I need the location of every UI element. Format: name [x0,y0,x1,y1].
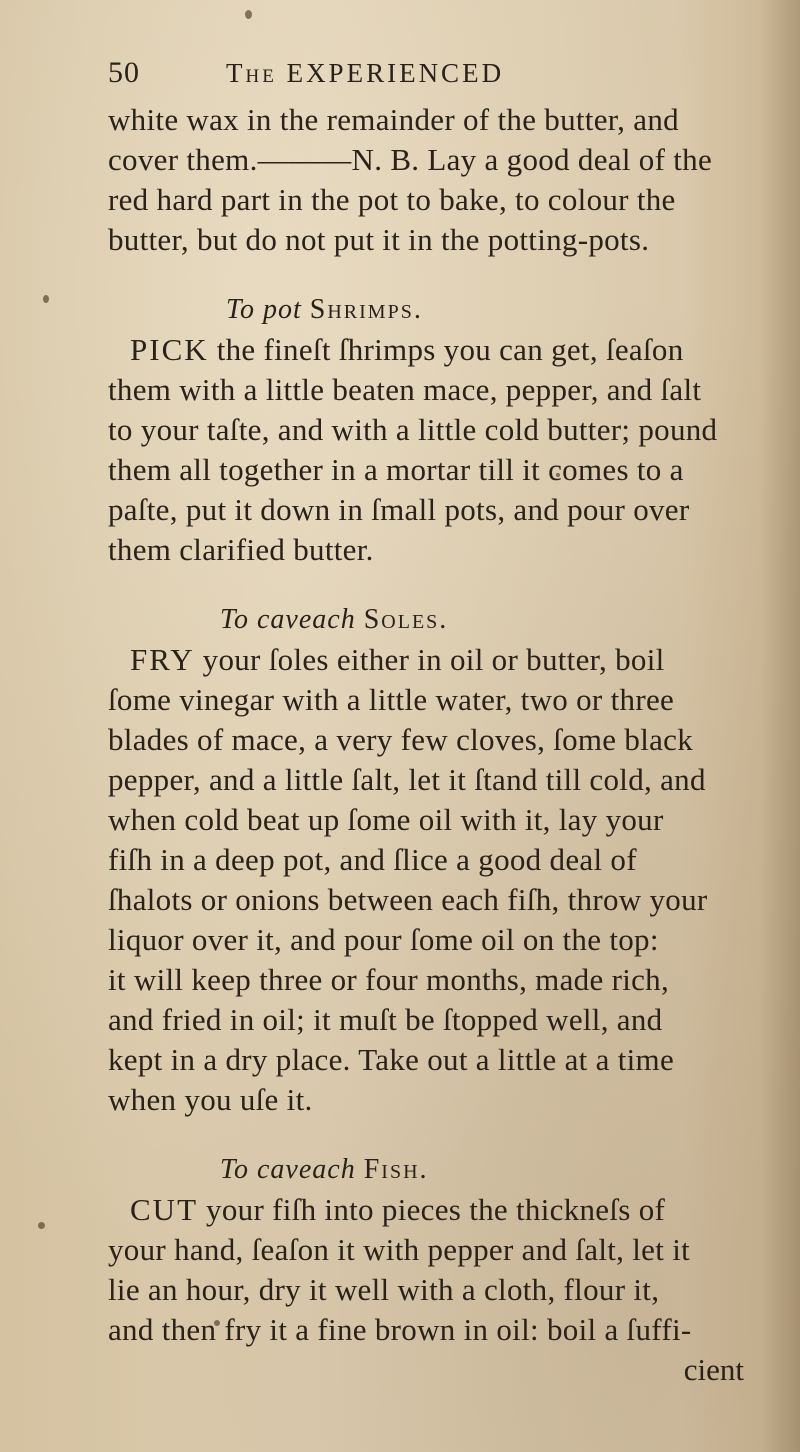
text-line: fiſh in a deep pot, and ſlice a good deal of [108,842,637,877]
paper-fleck [245,10,252,19]
text-line: when you uſe it. [108,1082,313,1117]
text-line: blades of mace, a very few cloves, ſome black [108,722,694,757]
lead-word: FRY [130,642,195,677]
recipe-heading-subject: Shrimps. [309,294,423,325]
recipe-first-line [108,330,748,370]
text-line: them all together in a mortar till it comes to a [108,452,684,487]
first-line-text: your fiſh into pieces the thickneſs of [198,1192,666,1227]
recipe-heading-prefix: To pot [226,294,302,325]
paper-fleck [43,295,49,303]
paper-fleck [38,1222,45,1229]
text-line: lie an hour, dry it well with a cloth, flour it, [108,1272,660,1307]
text-line: ſome vinegar with a little water, two or three [108,682,675,717]
recipe-heading-subject: Fish. [363,1154,429,1185]
text-line: them with a little beaten mace, pepper, and ſalt [108,372,702,407]
text-line: pepper, and a little ſalt, let it ſtand till cold, and [108,762,706,797]
text-line: white wax in the remainder of the butter, and [108,102,679,137]
first-line-text: the fineſt ſhrimps you can get, ſeaſon [208,332,684,367]
recipe-heading-prefix: To caveach [220,1154,356,1185]
running-head [108,56,708,96]
lead-word: CUT [130,1192,198,1227]
text-line: when cold beat up ſome oil with it, lay your [108,802,664,837]
text-line: butter, but do not put it in the potting-pots. [108,222,650,257]
recipe-heading [108,290,748,330]
text-line: ſhalots or onions between each fiſh, throw your [108,882,708,917]
text-line: cover them.———N. B. Lay a good deal of the [108,142,713,177]
recipe-first-line [108,640,748,680]
recipe-heading-subject: Soles. [363,604,449,635]
text-line: your hand, ſeaſon it with pepper and ſalt, let it [108,1232,691,1267]
text-line: to your taſte, and with a little cold butter; pound [108,412,718,447]
text-line: red hard part in the pot to bake, to colour the [108,182,676,217]
text-line: and fried in oil; it muſt be ſtopped well, and [108,1002,663,1037]
text-line: kept in a dry place. Take out a little at a time [108,1042,675,1077]
text-line: it will keep three or four months, made rich, [108,962,670,997]
text-line: liquor over it, and pour ſome oil on the top: [108,922,659,957]
page-edge-shadow [760,0,800,1452]
recipe-heading [108,1150,748,1190]
text-line: and then fry it a fine brown in oil: boil a ſuffi- [108,1312,692,1347]
recipe-heading [108,600,748,640]
page-number: 50 [108,56,140,89]
text-line: paſte, put it down in ſmall pots, and pour over [108,492,690,527]
running-title: The EXPERIENCED [226,58,505,88]
catchword: cient [683,1352,744,1387]
recipe-first-line [108,1190,748,1230]
first-line-text: your ſoles either in oil or butter, boil [194,642,665,677]
body-text [108,100,748,1390]
lead-word: PICK [130,332,209,367]
text-line: them clarified butter. [108,532,374,567]
recipe-heading-prefix: To caveach [220,604,356,635]
